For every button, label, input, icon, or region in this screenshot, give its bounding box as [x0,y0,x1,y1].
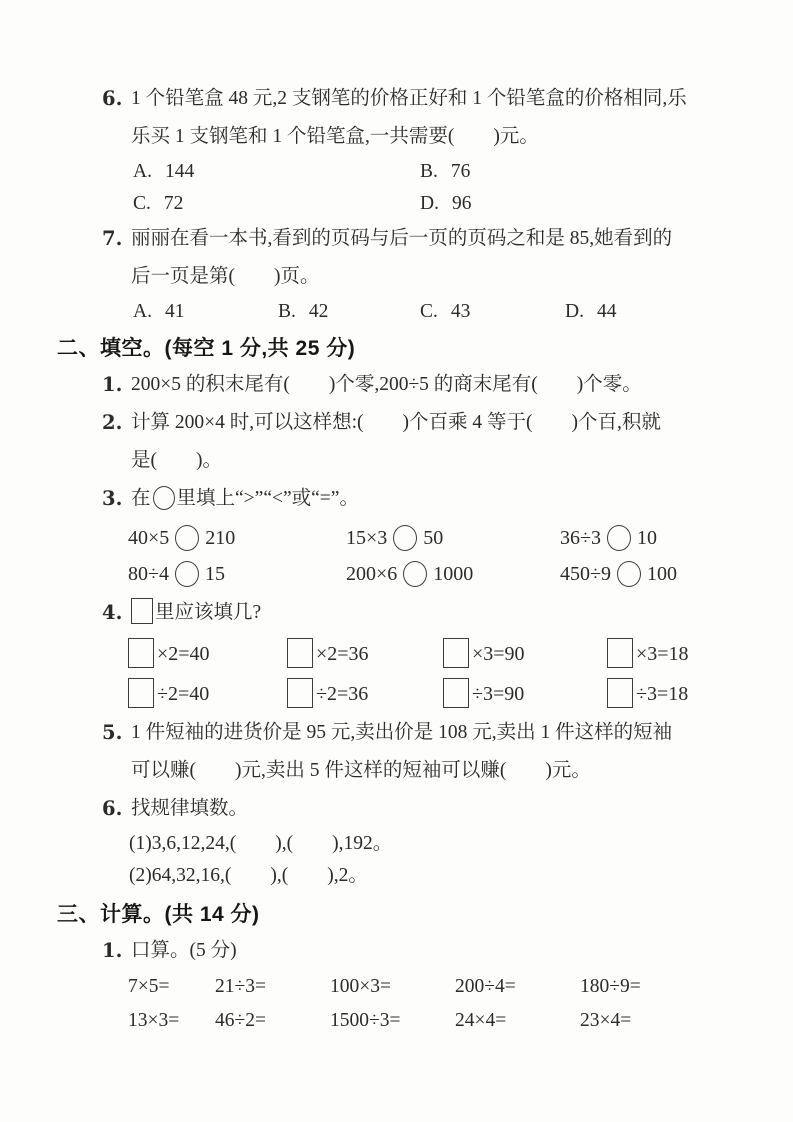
fill-q6-header [0,790,793,828]
box-equation [443,674,607,714]
comparison-row [0,520,793,556]
option-a [133,296,278,328]
box-equation [287,674,443,714]
question-number: 4. [102,601,123,624]
option-label: A. [133,161,152,182]
comparison-circle [175,561,199,587]
comparison-circle [607,525,631,551]
question-text-line: 后一页是第( )页。 [131,266,320,287]
fill-blank-box [131,598,153,624]
comparison-right: 15 [204,563,225,585]
comparison-right: 10 [636,527,657,549]
comparison-circle [153,486,175,510]
option-c [133,188,420,220]
fill-blank-box [128,638,154,668]
equation-text: ×3=18 [636,643,689,665]
box-equation-row [0,634,793,674]
oral-calculation-item: 46÷2= [215,1010,266,1031]
fill-blank-box [443,638,469,668]
equation-text: ×3=90 [472,643,525,665]
question-text-line: 200×5 的积末尾有( )个零,200÷5 的商末尾有( )个零。 [131,374,642,395]
question-text-line: 计算 200×4 时,可以这样想:( )个百乘 4 等于( )个百,积就 [131,412,661,433]
calc-q1-header [0,932,793,970]
question-number: 1. [102,373,123,396]
box-equation [607,634,793,674]
option-a [133,156,420,188]
option-b [420,156,793,188]
option-value: 144 [164,161,195,182]
option-label: A. [133,301,152,322]
section-fill-in [0,332,793,892]
oral-calculation-item: 7×5= [128,976,170,997]
equation-text: ÷2=36 [316,683,369,705]
question-line [0,80,793,118]
question-number: 1. [102,939,123,962]
fill-q2-line1 [0,404,793,442]
option-value: 42 [308,301,329,322]
fill-blank-box [607,638,633,668]
equation-text: ÷2=40 [157,683,210,705]
box-equation-row [0,674,793,714]
fill-q3-header [0,480,793,518]
question-number: 6. [102,87,123,110]
option-label: D. [420,193,439,214]
question-text-line: 丽丽在看一本书,看到的页码与后一页的页码之和是 85,她看到的 [131,228,673,249]
oral-calculation-item: 21÷3= [215,976,266,997]
comparison-left: 36÷3 [560,527,601,549]
question-number: 3. [102,487,123,510]
fill-blank-box [287,638,313,668]
comparison-item [128,556,346,592]
option-c [420,296,565,328]
choice-question-7 [0,220,793,328]
equation-text: ×2=36 [316,643,369,665]
choice-question-6 [0,80,793,220]
option-value: 44 [596,301,617,322]
question-text-line: 1 件短袖的进货价是 95 元,卖出价是 108 元,卖出 1 件这样的短袖 [131,722,673,743]
question-number: 6. [102,797,123,820]
oral-calculation-row [0,1004,793,1038]
equation-text: ×2=40 [157,643,210,665]
question-line [0,220,793,258]
fill-blank-box [128,678,154,708]
question-text-line: 是( )。 [131,450,222,471]
comparison-item [560,520,793,556]
option-d [420,188,793,220]
option-b [278,296,420,328]
box-equation [443,634,607,674]
question-text-line: 在 [131,488,151,509]
box-equation [128,634,287,674]
question-text-line: 可以赚( )元,卖出 5 件这样的短袖可以赚( )元。 [131,760,591,781]
sequence-line-1: (1)3,6,12,24,( ),( ),192。 [129,833,393,854]
box-equation [287,634,443,674]
comparison-left: 15×3 [346,527,388,549]
comparison-left: 40×5 [128,527,170,549]
comparison-right: 100 [646,563,677,585]
question-text-line: 找规律填数。 [131,798,249,819]
fill-blank-box [287,678,313,708]
options-row [0,188,793,220]
option-label: D. [565,301,584,322]
option-value: 43 [450,301,471,322]
options-row [0,296,793,328]
comparison-circle [617,561,641,587]
fill-q1 [0,366,793,404]
equation-text: ÷3=18 [636,683,689,705]
oral-calculation-item: 180÷9= [580,976,641,997]
sequence-line-2: (2)64,32,16,( ),( ),2。 [129,865,368,886]
oral-calculation-item: 13×3= [128,1010,180,1031]
option-value: 76 [450,161,471,182]
comparison-row [0,556,793,592]
comparison-circle [403,561,427,587]
fill-q4-header [0,592,793,634]
oral-calculation-row [0,970,793,1004]
oral-calculation-item: 23×4= [580,1010,632,1031]
fill-blank-box [607,678,633,708]
option-value: 96 [451,193,472,214]
oral-calculation-item: 100×3= [330,976,391,997]
options-row [0,156,793,188]
option-value: 41 [164,301,185,322]
comparison-item [346,520,560,556]
comparison-circle [393,525,417,551]
option-d [565,296,793,328]
comparison-circle [175,525,199,551]
question-line [0,258,793,296]
comparison-left: 450÷9 [560,563,611,585]
comparison-right: 1000 [433,563,474,585]
oral-calculation-item: 24×4= [455,1010,507,1031]
question-text-line: 口算。(5 分) [131,940,237,961]
option-label: B. [278,301,296,322]
question-text-line: 1 个铅笔盒 48 元,2 支钢笔的价格正好和 1 个铅笔盒的价格相同,乐 [131,88,687,109]
option-label: C. [133,193,151,214]
question-number: 2. [102,411,123,434]
comparison-item [560,556,793,592]
section-heading: 二、填空。(每空 1 分,共 25 分) [57,337,356,360]
fill-blank-box [443,678,469,708]
fill-q5-line2 [0,752,793,790]
section-calculation [0,898,793,1038]
question-text-line: 里填上“>”“<”或“=”。 [176,488,359,509]
comparison-item [346,556,560,592]
question-text-line: 里应该填几? [155,602,262,623]
equation-text: ÷3=90 [472,683,525,705]
comparison-left: 200×6 [346,563,398,585]
oral-calculation-item: 1500÷3= [330,1010,401,1031]
fill-q2-line2 [0,442,793,480]
question-text-line: 乐买 1 支钢笔和 1 个铅笔盒,一共需要( )元。 [131,126,539,147]
question-line [0,118,793,156]
comparison-right: 210 [205,527,236,549]
box-equation [607,674,793,714]
comparison-item [128,520,346,556]
question-number: 7. [102,227,123,250]
option-label: B. [420,161,438,182]
oral-calculation-item: 200÷4= [455,976,516,997]
fill-q5-line1 [0,714,793,752]
box-equation [128,674,287,714]
option-value: 72 [163,193,184,214]
comparison-left: 80÷4 [128,563,169,585]
section-heading: 三、计算。(共 14 分) [57,903,260,926]
question-number: 5. [102,721,123,744]
comparison-right: 50 [423,527,444,549]
option-label: C. [420,301,438,322]
